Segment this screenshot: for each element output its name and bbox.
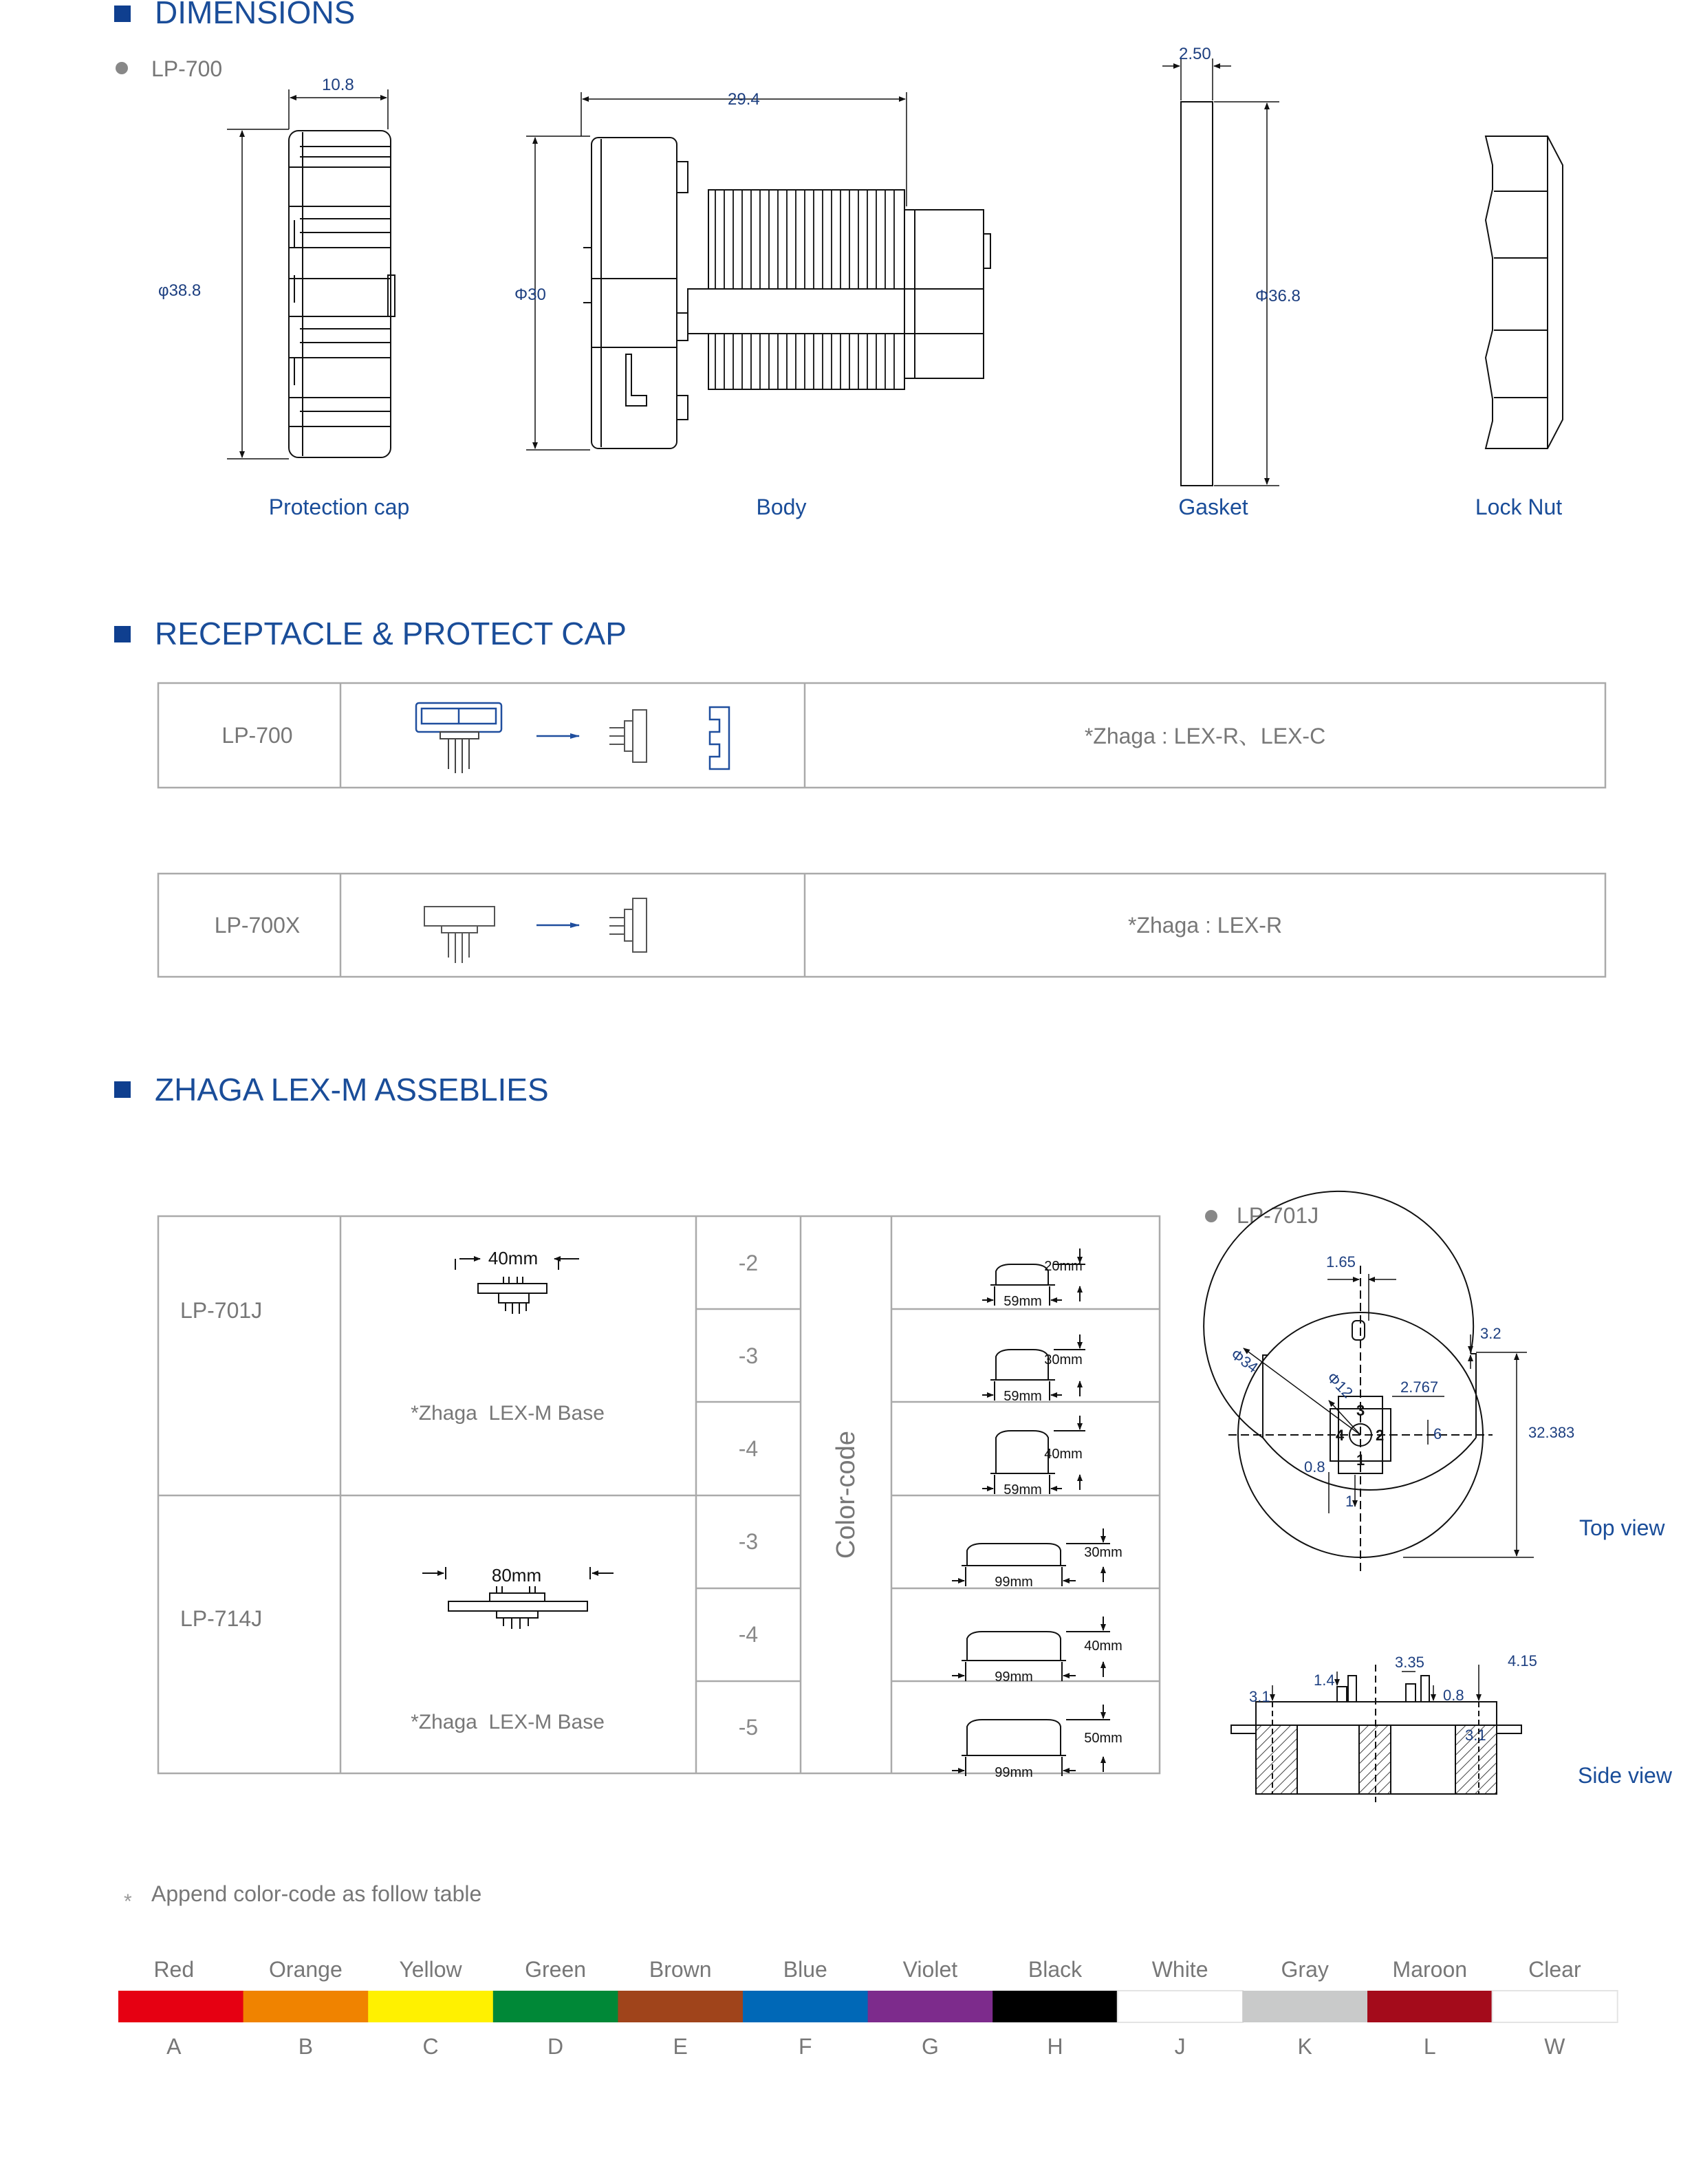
dim-0-8: 0.8	[1304, 1458, 1325, 1475]
color-swatch-white	[1118, 1991, 1243, 2022]
color-code-b: B	[298, 2034, 314, 2059]
color-swatch-blue	[743, 1991, 868, 2022]
body-len-label: 29.4	[728, 90, 760, 109]
color-name-yellow: Yellow	[399, 1957, 462, 1982]
assembly-model-1: LP-701J	[180, 1298, 263, 1323]
cap-row-2-width: 59mm	[1004, 1389, 1042, 1404]
cap-row-6-height: 50mm	[1084, 1731, 1122, 1746]
section-title-zhaga: ZHAGA LEX-M ASSEBLIES	[155, 1072, 549, 1107]
color-name-red: Red	[153, 1957, 195, 1982]
color-name-gray: Gray	[1281, 1957, 1329, 1982]
color-code-c: C	[422, 2034, 439, 2059]
cap-width-label: 10.8	[322, 76, 354, 94]
suffix-5: -4	[738, 1622, 759, 1647]
bullet-dot-icon	[116, 62, 128, 74]
dim-side-4-15: 4.15	[1508, 1652, 1537, 1669]
dim-side-1-4: 1.4	[1314, 1672, 1335, 1689]
color-code-j: J	[1174, 2034, 1186, 2059]
color-swatch-brown	[618, 1991, 743, 2022]
color-code-a: A	[166, 2034, 182, 2059]
dim-side-0-8: 0.8	[1443, 1687, 1464, 1704]
assembly-base-2: *Zhaga LEX-M Base	[411, 1711, 605, 1733]
section-header-receptacle	[114, 616, 627, 651]
color-swatch-yellow	[368, 1991, 493, 2022]
suffix-3: -4	[738, 1436, 759, 1461]
cap-row-1-width: 59mm	[1004, 1294, 1042, 1309]
dim-side-3-35: 3.35	[1395, 1654, 1424, 1671]
color-name-orange: Orange	[269, 1957, 343, 1982]
color-name-white: White	[1151, 1957, 1208, 1982]
top-view-dimensions	[1228, 1253, 1574, 1510]
dim-side-3-1b: 3.1	[1465, 1727, 1486, 1744]
pin-4: 4	[1336, 1427, 1345, 1444]
color-table	[118, 1957, 1618, 2059]
color-name-brown: Brown	[649, 1957, 712, 1982]
color-code-d: D	[547, 2034, 564, 2059]
dim-phi34: Φ34	[1228, 1345, 1261, 1376]
color-swatch-gray	[1242, 1991, 1367, 2022]
color-code-l: L	[1423, 2034, 1436, 2059]
cap-row-5-height: 40mm	[1084, 1639, 1122, 1654]
color-code-g: G	[921, 2034, 939, 2059]
color-name-black: Black	[1028, 1957, 1083, 1982]
color-swatch-green	[493, 1991, 618, 2022]
color-swatch-clear	[1493, 1991, 1618, 2022]
suffix-6: -5	[738, 1715, 759, 1740]
dim-2-767: 2.767	[1400, 1378, 1439, 1396]
pin-1: 1	[1356, 1451, 1365, 1469]
top-view-label: Top view	[1579, 1515, 1665, 1540]
receptacle-model-2: LP-700X	[214, 913, 301, 938]
dim-side-3-1a: 3.1	[1249, 1688, 1270, 1705]
bullet-dot-icon	[1205, 1210, 1217, 1222]
color-code-f: F	[799, 2034, 812, 2059]
suffix-2: -3	[738, 1343, 759, 1368]
note-asterisk: *	[124, 1890, 132, 1913]
dim-1-65: 1.65	[1326, 1253, 1356, 1271]
suffix-4: -3	[738, 1529, 759, 1554]
gasket-drawing	[1162, 58, 1279, 486]
color-code-k: K	[1297, 2034, 1312, 2059]
cap-row-6-width: 99mm	[995, 1765, 1033, 1780]
part-label-gasket: Gasket	[1178, 495, 1248, 519]
cap-row-3-width: 59mm	[1004, 1482, 1042, 1498]
color-code-w: W	[1544, 2034, 1565, 2059]
dim-3-2: 3.2	[1480, 1325, 1501, 1342]
cap-row-1-height: 20mm	[1044, 1259, 1083, 1274]
color-code-label: Color-code	[832, 1431, 860, 1559]
protection-cap-drawing	[227, 89, 395, 459]
pin-2: 2	[1376, 1427, 1385, 1444]
section-header-dimensions	[114, 0, 355, 30]
base-80-width: 80mm	[491, 1565, 542, 1586]
color-name-clear: Clear	[1528, 1957, 1581, 1982]
detail-model: LP-701J	[1237, 1203, 1319, 1228]
dimensions-model: LP-700	[151, 56, 223, 81]
dim-32-383: 32.383	[1528, 1424, 1575, 1441]
part-label-cap: Protection cap	[268, 495, 410, 519]
dim-phi12: Φ12	[1323, 1368, 1356, 1402]
gasket-dia-label: Φ36.8	[1255, 287, 1301, 305]
color-swatch-red	[118, 1991, 243, 2022]
section-header-zhaga	[114, 1072, 549, 1107]
receptacle-row-2	[158, 874, 1605, 977]
side-view-label: Side view	[1578, 1763, 1672, 1788]
color-swatch-black	[992, 1991, 1118, 2022]
section-title-receptacle: RECEPTACLE & PROTECT CAP	[155, 616, 627, 651]
assembly-base-1: *Zhaga LEX-M Base	[411, 1402, 605, 1425]
assembly-model-2: LP-714J	[180, 1606, 263, 1631]
color-name-blue: Blue	[783, 1957, 827, 1982]
color-name-green: Green	[525, 1957, 587, 1982]
color-swatch-orange	[243, 1991, 369, 2022]
lock-nut-drawing	[1486, 136, 1563, 448]
section-bullet-icon	[114, 626, 131, 642]
cap-row-4-height: 30mm	[1084, 1545, 1122, 1560]
cap-row-2-height: 30mm	[1044, 1352, 1083, 1367]
body-drawing	[526, 92, 990, 450]
cap-row-3-height: 40mm	[1044, 1447, 1083, 1462]
receptacle-note-2: *Zhaga : LEX-R	[1127, 913, 1283, 938]
receptacle-note-1: *Zhaga : LEX-R、LEX-C	[1084, 724, 1326, 748]
part-label-nut: Lock Nut	[1475, 495, 1563, 519]
suffix-1: -2	[738, 1251, 759, 1275]
pin-3: 3	[1356, 1402, 1365, 1419]
color-name-maroon: Maroon	[1392, 1957, 1468, 1982]
color-swatch-violet	[868, 1991, 993, 2022]
color-code-h: H	[1047, 2034, 1063, 2059]
color-name-violet: Violet	[902, 1957, 958, 1982]
color-code-e: E	[673, 2034, 688, 2059]
section-bullet-icon	[114, 6, 131, 22]
gasket-thk-label: 2.50	[1179, 45, 1211, 63]
receptacle-model-1: LP-700	[221, 723, 293, 748]
receptacle-row-1	[158, 683, 1605, 788]
cap-row-5-width: 99mm	[995, 1669, 1033, 1685]
color-swatch-maroon	[1367, 1991, 1493, 2022]
cap-dia-label: φ38.8	[158, 281, 202, 300]
top-view-drawing	[1204, 1191, 1534, 1575]
section-bullet-icon	[114, 1081, 131, 1098]
section-title-dimensions: DIMENSIONS	[155, 0, 356, 30]
body-dia-label: Φ30	[514, 285, 546, 304]
cap-row-4-width: 99mm	[995, 1575, 1033, 1590]
dim-6: 6	[1433, 1425, 1442, 1442]
part-label-body: Body	[756, 495, 807, 519]
dim-1: 1	[1345, 1493, 1354, 1510]
base-40-width: 40mm	[488, 1248, 539, 1268]
color-table-note: Append color-code as follow table	[151, 1881, 482, 1906]
